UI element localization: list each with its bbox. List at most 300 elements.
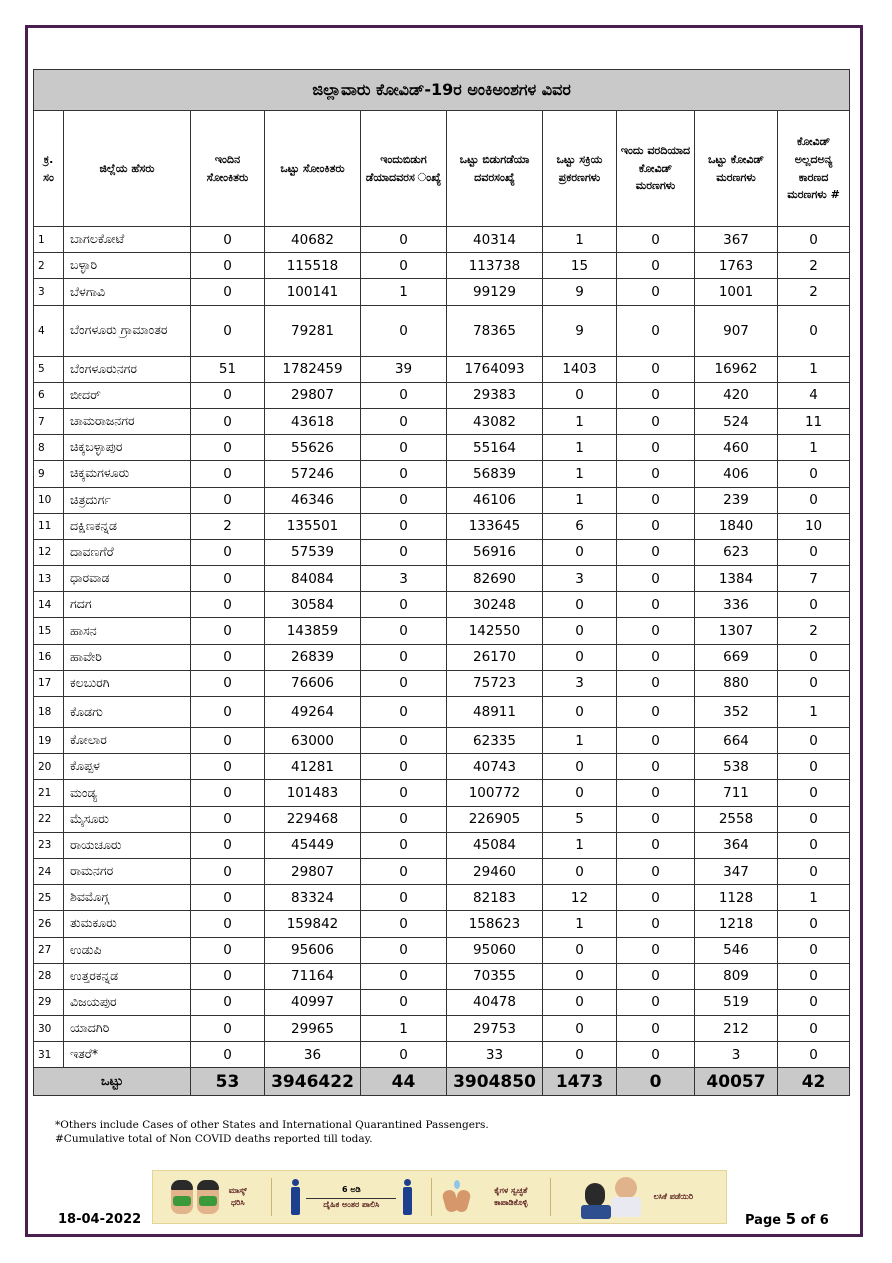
district-name: ರಾಮನಗರ bbox=[64, 858, 191, 884]
safety-banner bbox=[152, 1170, 727, 1224]
table-cell: 0 bbox=[617, 911, 695, 937]
table-cell: 0 bbox=[778, 989, 850, 1015]
table-cell: 0 bbox=[191, 963, 265, 989]
table-cell: 669 bbox=[695, 644, 778, 670]
footnotes bbox=[55, 1118, 489, 1146]
table-cell: 0 bbox=[543, 1016, 617, 1042]
total-cell: 42 bbox=[778, 1068, 850, 1096]
table-cell: 1 bbox=[778, 697, 850, 728]
table-cell: 367 bbox=[695, 227, 778, 253]
table-cell: 0 bbox=[778, 754, 850, 780]
table-cell: 0 bbox=[778, 592, 850, 618]
table-cell: 0 bbox=[543, 754, 617, 780]
table-cell: 0 bbox=[617, 408, 695, 434]
table-cell: 29753 bbox=[447, 1016, 543, 1042]
table-cell: 0 bbox=[191, 989, 265, 1015]
district-name: ಬಳ್ಳಾರಿ bbox=[64, 253, 191, 279]
table-cell: 0 bbox=[617, 1016, 695, 1042]
district-name: ವಿಜಯಪುರ bbox=[64, 989, 191, 1015]
table-cell: 1782459 bbox=[265, 356, 361, 382]
table-cell: 0 bbox=[778, 670, 850, 696]
table-cell: 1 bbox=[778, 356, 850, 382]
table-row bbox=[34, 989, 850, 1015]
table-row bbox=[34, 539, 850, 565]
table-cell: 0 bbox=[191, 566, 265, 592]
table-row bbox=[34, 728, 850, 754]
table-cell: 0 bbox=[191, 670, 265, 696]
table-row bbox=[34, 858, 850, 884]
district-name: ಬೆಂಗಳೂರು ಗ್ರಾಮಾಂತರ bbox=[64, 305, 191, 356]
table-cell: 1 bbox=[778, 885, 850, 911]
table-cell: 1840 bbox=[695, 513, 778, 539]
serial-number: 9 bbox=[34, 461, 64, 487]
table-cell: 420 bbox=[695, 382, 778, 408]
table-cell: 46106 bbox=[447, 487, 543, 513]
page-middle: of bbox=[796, 1213, 820, 1228]
table-cell: 0 bbox=[617, 513, 695, 539]
district-covid-table bbox=[33, 69, 850, 1096]
table-cell: 0 bbox=[191, 1016, 265, 1042]
serial-number: 24 bbox=[34, 858, 64, 884]
serial-number: 2 bbox=[34, 253, 64, 279]
serial-number: 23 bbox=[34, 832, 64, 858]
table-cell: 1 bbox=[543, 435, 617, 461]
table-cell: 0 bbox=[361, 618, 447, 644]
table-cell: 95060 bbox=[447, 937, 543, 963]
table-row bbox=[34, 435, 850, 461]
table-cell: 11 bbox=[778, 408, 850, 434]
table-cell: 0 bbox=[617, 618, 695, 644]
table-row bbox=[34, 644, 850, 670]
table-cell: 0 bbox=[191, 911, 265, 937]
table-cell: 46346 bbox=[265, 487, 361, 513]
district-name: ಚಿತ್ರದುರ್ಗ bbox=[64, 487, 191, 513]
table-cell: 75723 bbox=[447, 670, 543, 696]
table-cell: 0 bbox=[191, 227, 265, 253]
table-cell: 1 bbox=[543, 227, 617, 253]
district-name: ಚಾಮರಾಜನಗರ bbox=[64, 408, 191, 434]
table-cell: 0 bbox=[543, 697, 617, 728]
page-current: 5 bbox=[785, 1210, 797, 1228]
table-cell: 40314 bbox=[447, 227, 543, 253]
hygiene-text: ಕೈಗಳ ಸ್ವಚ್ಛತೆ ಕಾಪಾಡಿಕೊಳ್ಳಿ bbox=[494, 1186, 528, 1207]
table-cell: 2 bbox=[191, 513, 265, 539]
table-cell: 0 bbox=[617, 806, 695, 832]
table-cell: 30248 bbox=[447, 592, 543, 618]
table-cell: 83324 bbox=[265, 885, 361, 911]
table-cell: 115518 bbox=[265, 253, 361, 279]
table-cell: 352 bbox=[695, 697, 778, 728]
table-cell: 239 bbox=[695, 487, 778, 513]
serial-number: 16 bbox=[34, 644, 64, 670]
hand-wash-icon bbox=[440, 1180, 476, 1214]
table-cell: 0 bbox=[778, 780, 850, 806]
table-cell: 907 bbox=[695, 305, 778, 356]
table-cell: 7 bbox=[778, 566, 850, 592]
serial-number: 6 bbox=[34, 382, 64, 408]
table-cell: 10 bbox=[778, 513, 850, 539]
table-cell: 0 bbox=[361, 227, 447, 253]
serial-number: 15 bbox=[34, 618, 64, 644]
table-cell: 0 bbox=[617, 566, 695, 592]
table-cell: 0 bbox=[543, 780, 617, 806]
table-cell: 15 bbox=[543, 253, 617, 279]
table-cell: 0 bbox=[361, 728, 447, 754]
table-cell: 0 bbox=[778, 227, 850, 253]
total-cell: 53 bbox=[191, 1068, 265, 1096]
table-cell: 100772 bbox=[447, 780, 543, 806]
table-cell: 82183 bbox=[447, 885, 543, 911]
table-cell: 0 bbox=[543, 644, 617, 670]
table-cell: 0 bbox=[191, 644, 265, 670]
table-cell: 26170 bbox=[447, 644, 543, 670]
table-cell: 76606 bbox=[265, 670, 361, 696]
table-cell: 3 bbox=[361, 566, 447, 592]
table-cell: 16962 bbox=[695, 356, 778, 382]
table-cell: 0 bbox=[191, 487, 265, 513]
table-row bbox=[34, 356, 850, 382]
table-cell: 0 bbox=[191, 592, 265, 618]
district-name: ಗದಗ bbox=[64, 592, 191, 618]
table-cell: 0 bbox=[617, 780, 695, 806]
table-cell: 0 bbox=[361, 382, 447, 408]
table-cell: 71164 bbox=[265, 963, 361, 989]
table-cell: 43618 bbox=[265, 408, 361, 434]
serial-number: 12 bbox=[34, 539, 64, 565]
table-cell: 101483 bbox=[265, 780, 361, 806]
table-cell: 29460 bbox=[447, 858, 543, 884]
table-row bbox=[34, 253, 850, 279]
district-name: ಧಾರವಾಡ bbox=[64, 566, 191, 592]
table-cell: 51 bbox=[191, 356, 265, 382]
serial-number: 25 bbox=[34, 885, 64, 911]
column-header: ಇಂದಿನ ಸೋಂಕಿತರು bbox=[191, 111, 265, 227]
masked-face-icon bbox=[197, 1180, 219, 1214]
total-label: ಒಟ್ಟು bbox=[34, 1068, 191, 1096]
table-cell: 0 bbox=[191, 937, 265, 963]
table-cell: 0 bbox=[543, 382, 617, 408]
table-cell: 1 bbox=[543, 408, 617, 434]
serial-number: 1 bbox=[34, 227, 64, 253]
table-cell: 9 bbox=[543, 279, 617, 305]
table-cell: 0 bbox=[191, 408, 265, 434]
arrow-icon bbox=[306, 1198, 396, 1199]
table-cell: 0 bbox=[778, 937, 850, 963]
district-name: ತುಮಕೂರು bbox=[64, 911, 191, 937]
serial-number: 22 bbox=[34, 806, 64, 832]
table-cell: 880 bbox=[695, 670, 778, 696]
table-row bbox=[34, 754, 850, 780]
person-icon bbox=[290, 1179, 300, 1215]
table-cell: 30584 bbox=[265, 592, 361, 618]
table-cell: 0 bbox=[617, 885, 695, 911]
district-name: ಕಲಬುರಗಿ bbox=[64, 670, 191, 696]
vaccine-text: ಲಸಿಕೆ ಪಡೆಯಿರಿ bbox=[653, 1192, 694, 1201]
table-cell: 9 bbox=[543, 305, 617, 356]
district-name: ಶಿವಮೊಗ್ಗ bbox=[64, 885, 191, 911]
table-row bbox=[34, 227, 850, 253]
serial-number: 27 bbox=[34, 937, 64, 963]
serial-number: 11 bbox=[34, 513, 64, 539]
distance-text: ದೈಹಿಕ ಅಂತರ ಪಾಲಿಸಿ bbox=[323, 1199, 380, 1209]
serial-number: 8 bbox=[34, 435, 64, 461]
table-cell: 84084 bbox=[265, 566, 361, 592]
table-cell: 0 bbox=[191, 618, 265, 644]
table-cell: 45449 bbox=[265, 832, 361, 858]
header-row bbox=[34, 111, 850, 227]
page-prefix: Page bbox=[745, 1213, 786, 1228]
table-cell: 336 bbox=[695, 592, 778, 618]
table-cell: 0 bbox=[778, 487, 850, 513]
serial-number: 31 bbox=[34, 1042, 64, 1068]
table-cell: 0 bbox=[543, 858, 617, 884]
vaccine-segment bbox=[551, 1171, 726, 1223]
district-name: ಕೊಪ್ಪಳ bbox=[64, 754, 191, 780]
table-row bbox=[34, 697, 850, 728]
table-cell: 0 bbox=[361, 754, 447, 780]
table-cell: 82690 bbox=[447, 566, 543, 592]
table-row bbox=[34, 1042, 850, 1068]
district-name: ಬೀದರ್ bbox=[64, 382, 191, 408]
table-cell: 0 bbox=[617, 697, 695, 728]
serial-number: 17 bbox=[34, 670, 64, 696]
table-row bbox=[34, 408, 850, 434]
total-cell: 40057 bbox=[695, 1068, 778, 1096]
table-cell: 1384 bbox=[695, 566, 778, 592]
table-cell: 0 bbox=[617, 937, 695, 963]
table-cell: 0 bbox=[617, 592, 695, 618]
table-cell: 0 bbox=[778, 963, 850, 989]
table-cell: 113738 bbox=[447, 253, 543, 279]
district-name: ಬೆಂಗಳೂರುನಗರ bbox=[64, 356, 191, 382]
page-total: 6 bbox=[819, 1213, 829, 1228]
table-cell: 0 bbox=[617, 989, 695, 1015]
table-cell: 0 bbox=[191, 279, 265, 305]
table-cell: 0 bbox=[191, 305, 265, 356]
table-cell: 212 bbox=[695, 1016, 778, 1042]
column-header: ಒಟ್ಟು ಸಕ್ರಿಯ ಪ್ರಕರಣಗಳು bbox=[543, 111, 617, 227]
table-cell: 406 bbox=[695, 461, 778, 487]
table-cell: 100141 bbox=[265, 279, 361, 305]
table-cell: 519 bbox=[695, 989, 778, 1015]
table-cell: 0 bbox=[361, 937, 447, 963]
table-cell: 40682 bbox=[265, 227, 361, 253]
table-cell: 0 bbox=[543, 963, 617, 989]
table-cell: 70355 bbox=[447, 963, 543, 989]
table-cell: 0 bbox=[617, 728, 695, 754]
table-cell: 0 bbox=[191, 1042, 265, 1068]
table-cell: 40478 bbox=[447, 989, 543, 1015]
serial-number: 28 bbox=[34, 963, 64, 989]
table-cell: 0 bbox=[778, 858, 850, 884]
total-cell: 3946422 bbox=[265, 1068, 361, 1096]
table-cell: 33 bbox=[447, 1042, 543, 1068]
table-cell: 1 bbox=[543, 832, 617, 858]
table-cell: 0 bbox=[617, 1042, 695, 1068]
table-cell: 135501 bbox=[265, 513, 361, 539]
footnote-others: *Others include Cases of other States and International Quarantined Passengers. bbox=[55, 1119, 489, 1131]
table-cell: 0 bbox=[617, 227, 695, 253]
table-cell: 158623 bbox=[447, 911, 543, 937]
table-cell: 1128 bbox=[695, 885, 778, 911]
table-cell: 0 bbox=[617, 858, 695, 884]
table-row bbox=[34, 305, 850, 356]
serial-number: 4 bbox=[34, 305, 64, 356]
table-cell: 0 bbox=[361, 806, 447, 832]
table-cell: 0 bbox=[361, 408, 447, 434]
table-cell: 0 bbox=[191, 885, 265, 911]
table-cell: 0 bbox=[543, 989, 617, 1015]
report-date: 18-04-2022 bbox=[58, 1212, 142, 1227]
table-cell: 63000 bbox=[265, 728, 361, 754]
district-name: ರಾಯಚೂರು bbox=[64, 832, 191, 858]
serial-number: 3 bbox=[34, 279, 64, 305]
total-cell: 44 bbox=[361, 1068, 447, 1096]
person-icon bbox=[402, 1179, 412, 1215]
table-cell: 0 bbox=[361, 487, 447, 513]
table-cell: 26839 bbox=[265, 644, 361, 670]
table-cell: 0 bbox=[778, 461, 850, 487]
table-cell: 133645 bbox=[447, 513, 543, 539]
table-row bbox=[34, 832, 850, 858]
table-cell: 524 bbox=[695, 408, 778, 434]
table-cell: 40743 bbox=[447, 754, 543, 780]
table-cell: 0 bbox=[361, 644, 447, 670]
table-row bbox=[34, 592, 850, 618]
table-cell: 0 bbox=[361, 513, 447, 539]
table-cell: 0 bbox=[191, 780, 265, 806]
district-name: ಚಿಕ್ಕಮಗಳೂರು bbox=[64, 461, 191, 487]
total-cell: 1473 bbox=[543, 1068, 617, 1096]
table-row bbox=[34, 911, 850, 937]
table-cell: 460 bbox=[695, 435, 778, 461]
table-cell: 0 bbox=[361, 780, 447, 806]
table-cell: 0 bbox=[191, 754, 265, 780]
table-cell: 0 bbox=[778, 305, 850, 356]
table-row bbox=[34, 806, 850, 832]
table-cell: 56916 bbox=[447, 539, 543, 565]
serial-number: 21 bbox=[34, 780, 64, 806]
table-cell: 143859 bbox=[265, 618, 361, 644]
column-header: ಒಟ್ಟು ಬಿಡುಗಡೆಯಾ ದವರಸಂಖ್ಯೆ bbox=[447, 111, 543, 227]
table-cell: 0 bbox=[778, 832, 850, 858]
table-cell: 0 bbox=[361, 539, 447, 565]
table-cell: 0 bbox=[361, 858, 447, 884]
table-cell: 1 bbox=[543, 728, 617, 754]
table-cell: 664 bbox=[695, 728, 778, 754]
serial-number: 30 bbox=[34, 1016, 64, 1042]
district-name: ಬೆಳಗಾವಿ bbox=[64, 279, 191, 305]
table-cell: 0 bbox=[778, 728, 850, 754]
table-row bbox=[34, 670, 850, 696]
table-cell: 0 bbox=[361, 253, 447, 279]
table-cell: 0 bbox=[543, 618, 617, 644]
table-row bbox=[34, 963, 850, 989]
table-cell: 1 bbox=[361, 1016, 447, 1042]
table-cell: 0 bbox=[361, 989, 447, 1015]
table-cell: 29383 bbox=[447, 382, 543, 408]
table-cell: 0 bbox=[778, 1016, 850, 1042]
table-cell: 0 bbox=[543, 1042, 617, 1068]
table-cell: 0 bbox=[191, 461, 265, 487]
table-cell: 0 bbox=[361, 305, 447, 356]
table-cell: 0 bbox=[778, 539, 850, 565]
table-cell: 0 bbox=[191, 806, 265, 832]
table-cell: 623 bbox=[695, 539, 778, 565]
district-name: ಚಿಕ್ಕಬಳ್ಳಾಪುರ bbox=[64, 435, 191, 461]
table-cell: 1307 bbox=[695, 618, 778, 644]
district-name: ಇತರೆ* bbox=[64, 1042, 191, 1068]
district-name: ಮಂಡ್ಯ bbox=[64, 780, 191, 806]
table-cell: 39 bbox=[361, 356, 447, 382]
column-header: ಒಟ್ಟು ಕೋವಿಡ್ ಮರಣಗಳು bbox=[695, 111, 778, 227]
serial-number: 18 bbox=[34, 697, 64, 728]
table-cell: 0 bbox=[617, 305, 695, 356]
table-cell: 3 bbox=[695, 1042, 778, 1068]
district-name: ಬಾಗಲಕೋಟೆ bbox=[64, 227, 191, 253]
table-cell: 0 bbox=[617, 382, 695, 408]
table-cell: 57246 bbox=[265, 461, 361, 487]
masked-face-icon bbox=[171, 1180, 193, 1214]
table-cell: 99129 bbox=[447, 279, 543, 305]
table-cell: 48911 bbox=[447, 697, 543, 728]
district-name: ಉತ್ತರಕನ್ನಡ bbox=[64, 963, 191, 989]
table-row bbox=[34, 1016, 850, 1042]
district-name: ಹಾವೇರಿ bbox=[64, 644, 191, 670]
table-cell: 95606 bbox=[265, 937, 361, 963]
serial-number: 19 bbox=[34, 728, 64, 754]
table-cell: 0 bbox=[617, 461, 695, 487]
table-cell: 142550 bbox=[447, 618, 543, 644]
table-cell: 56839 bbox=[447, 461, 543, 487]
table-cell: 29965 bbox=[265, 1016, 361, 1042]
district-name: ದಕ್ಷಿಣಕನ್ನಡ bbox=[64, 513, 191, 539]
table-cell: 1001 bbox=[695, 279, 778, 305]
table-cell: 0 bbox=[617, 253, 695, 279]
table-cell: 809 bbox=[695, 963, 778, 989]
column-header: ಇಂದುಬಿಡುಗ ಡೆಯಾದವರಸ ಂಖ್ಯೆ bbox=[361, 111, 447, 227]
column-header: ಜಿಲ್ಲೆಯ ಹೆಸರು bbox=[64, 111, 191, 227]
table-cell: 36 bbox=[265, 1042, 361, 1068]
hygiene-segment bbox=[432, 1171, 550, 1223]
table-cell: 4 bbox=[778, 382, 850, 408]
table-cell: 2 bbox=[778, 279, 850, 305]
table-cell: 3 bbox=[543, 566, 617, 592]
table-cell: 0 bbox=[361, 885, 447, 911]
serial-number: 14 bbox=[34, 592, 64, 618]
table-cell: 0 bbox=[617, 644, 695, 670]
table-cell: 1763 bbox=[695, 253, 778, 279]
table-cell: 0 bbox=[617, 963, 695, 989]
district-name: ಕೋಲಾರ bbox=[64, 728, 191, 754]
table-cell: 55626 bbox=[265, 435, 361, 461]
table-cell: 57539 bbox=[265, 539, 361, 565]
table-cell: 41281 bbox=[265, 754, 361, 780]
serial-number: 10 bbox=[34, 487, 64, 513]
column-header: ಕೋವಿಡ್ ಅಲ್ಲದಅನ್ಯ ಕಾರಣದ ಮರಣಗಳು # bbox=[778, 111, 850, 227]
table-cell: 711 bbox=[695, 780, 778, 806]
table-cell: 12 bbox=[543, 885, 617, 911]
district-name: ಕೊಡಗು bbox=[64, 697, 191, 728]
table-cell: 0 bbox=[191, 253, 265, 279]
table-cell: 1764093 bbox=[447, 356, 543, 382]
table-cell: 159842 bbox=[265, 911, 361, 937]
table-cell: 49264 bbox=[265, 697, 361, 728]
table-cell: 55164 bbox=[447, 435, 543, 461]
table-cell: 0 bbox=[361, 592, 447, 618]
table-row bbox=[34, 618, 850, 644]
table-cell: 347 bbox=[695, 858, 778, 884]
